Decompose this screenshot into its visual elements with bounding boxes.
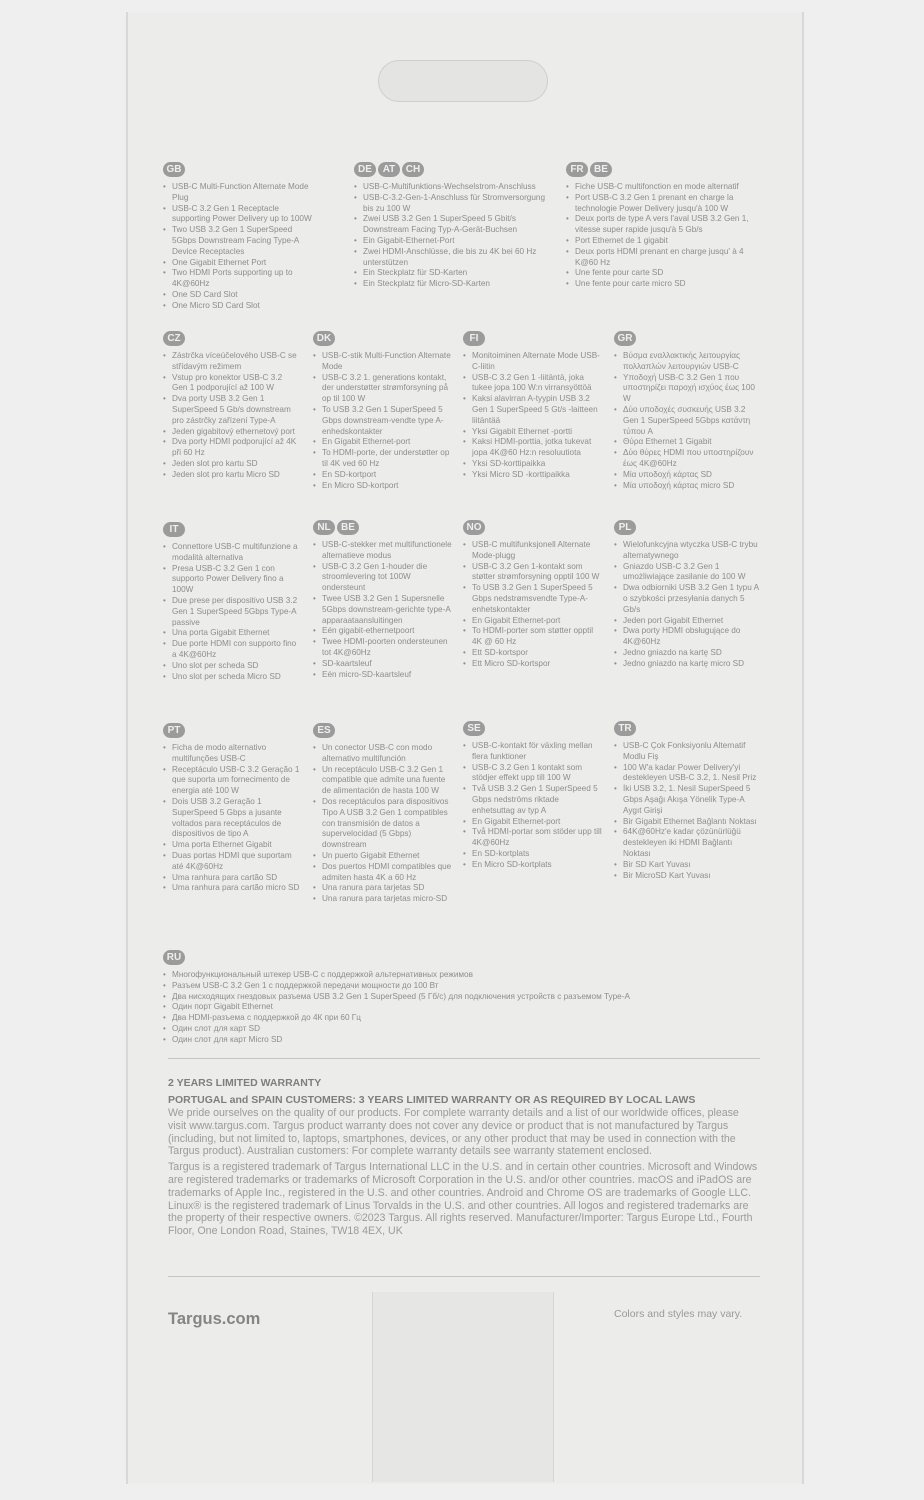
country-badges — [313, 331, 453, 346]
feature-item: • Kaksi HDMI-porttia, jotka tukevat jopa 4K@60 Hz:n resoluutiota — [463, 437, 603, 459]
feature-item: • 100 W'a kadar Power Delivery'yi destekleyen USB-C 3.2, 1. Nesil Priz — [614, 763, 759, 785]
country-code-badge: PL — [614, 520, 636, 535]
feature-item: • USB-C 3.2 Gen 1-kontakt som støtter strømforsyning opptil 100 W — [463, 562, 603, 584]
country-badges — [163, 522, 298, 537]
feature-item: • Two HDMI Ports supporting up to 4K@60Hz — [163, 268, 313, 290]
feature-list — [463, 540, 603, 670]
feature-item: • Ett SD-kortspor — [463, 648, 603, 659]
feature-item: • Βύσμα εναλλακτικής λειτουργίας πολλαπλών λειτουργιών USB-C — [614, 351, 759, 373]
package-flap — [372, 1292, 554, 1482]
feature-item: • Uno slot per scheda Micro SD — [163, 672, 298, 683]
feature-item: • Yksi SD-korttipaikka — [463, 459, 603, 470]
country-code-badge: SE — [463, 721, 485, 736]
feature-item: • İki USB 3.2, 1. Nesil SuperSpeed 5 Gbps Aşağı Akışa Yönelik Type-A Aygıt Girişi — [614, 784, 759, 816]
feature-item: • Un puerto Gigabit Ethernet — [313, 851, 453, 862]
country-badges — [614, 721, 759, 736]
country-code-badge: GB — [163, 162, 185, 177]
feature-item: • Zástrčka víceúčelového USB-C se střídavým režimem — [163, 351, 298, 373]
feature-item: • Uma ranhura para cartão SD — [163, 873, 303, 884]
feature-item: • Connettore USB-C multifunzione a modalità alternativa — [163, 542, 298, 564]
country-code-badge: DE — [354, 162, 376, 177]
feature-item: • Ficha de modo alternativo multifunções USB-C — [163, 743, 303, 765]
colors-note: Colors and styles may vary. — [614, 1308, 743, 1320]
feature-item: • Monitoiminen Alternate Mode USB-C-liitin — [463, 351, 603, 373]
feature-item: • En Micro SD-kortport — [313, 481, 453, 492]
lang-block-ru — [163, 950, 723, 1046]
country-badges — [163, 723, 303, 738]
country-badges — [614, 520, 759, 535]
lang-block-cz — [163, 331, 298, 481]
feature-item: • Ett Micro SD-kortspor — [463, 659, 603, 670]
country-code-badge: RU — [163, 950, 185, 965]
country-code-badge: NL — [313, 520, 335, 535]
country-badges — [463, 331, 603, 346]
country-badges — [163, 162, 313, 177]
feature-item: • Ein Steckplatz für SD-Karten — [354, 268, 554, 279]
feature-item: • Υποδοχή USB-C 3.2 Gen 1 που υποστηρίζει παροχή ισχύος έως 100 W — [614, 373, 759, 405]
feature-item: • Eén micro-SD-kaartsleuf — [313, 670, 453, 681]
country-code-badge: TR — [614, 721, 636, 736]
feature-item: • To HDMI-porter som støtter opptil 4K @ 60 Hz — [463, 626, 603, 648]
feature-item: • Bir Gigabit Ethernet Bağlantı Noktası — [614, 817, 759, 828]
feature-item: • USB-C Çok Fonksiyonlu Alternatif Modlu Fiş — [614, 741, 759, 763]
feature-item: • To USB 3.2 Gen 1 SuperSpeed 5 Gbps downstream-vendte type A-enhedskontakter — [313, 405, 453, 437]
country-code-badge: IT — [163, 522, 185, 537]
feature-list — [566, 182, 756, 290]
feature-item: • USB-C multifunksjonell Alternate Mode-plugg — [463, 540, 603, 562]
country-badges — [463, 520, 603, 535]
feature-item: • Un receptáculo USB-C 3.2 Gen 1 compatible que admite una fuente de alimentación de hasta 100 W — [313, 765, 453, 797]
feature-item: • USB-C 3.2 Gen 1 -liitäntä, joka tukee jopa 100 W:n virransyöttöä — [463, 373, 603, 395]
feature-item: • Jeden gigabitový ethernetový port — [163, 427, 298, 438]
feature-item: • Twee HDMI-poorten ondersteunen tot 4K@60Hz — [313, 637, 453, 659]
feature-item: • Один слот для карт SD — [163, 1024, 723, 1035]
feature-item: • Zwei USB 3.2 Gen 1 SuperSpeed 5 Gbit/s Downstream Facing Typ-A-Gerät-Buchsen — [354, 214, 554, 236]
feature-item: • Two USB 3.2 Gen 1 SuperSpeed 5Gbps Downstream Facing Type-A Device Receptacles — [163, 225, 313, 257]
feature-list — [614, 540, 759, 670]
country-code-badge: CZ — [163, 331, 185, 346]
warranty-heading-pt-es: PORTUGAL and SPAIN CUSTOMERS: 3 YEARS LIMITED WARRANTY OR AS REQUIRED BY LOCAL LAWS — [168, 1094, 696, 1106]
lang-block-it — [163, 522, 298, 682]
lang-block-gb — [163, 162, 313, 312]
feature-item: • Deux ports HDMI prenant en charge jusqu' à 4 K@60 Hz — [566, 247, 756, 269]
feature-list — [614, 741, 759, 881]
feature-item: • Один слот для карт Micro SD — [163, 1035, 723, 1046]
country-code-badge: AT — [378, 162, 400, 177]
feature-list — [163, 970, 723, 1046]
divider-top — [168, 1058, 760, 1059]
feature-item: • Uno slot per scheda SD — [163, 661, 298, 672]
feature-item: • Wielofunkcyjna wtyczka USB-C trybu alternatywnego — [614, 540, 759, 562]
lang-block-gr — [614, 331, 759, 491]
feature-item: • Uma ranhura para cartão micro SD — [163, 883, 303, 894]
feature-item: • USB-C-Multifunktions-Wechselstrom-Anschluss — [354, 182, 554, 193]
feature-item: • Uma porta Ethernet Gigabit — [163, 840, 303, 851]
country-badges — [313, 723, 453, 738]
feature-item: • USB-C-kontakt för växling mellan flera funktioner — [463, 741, 603, 763]
country-badges — [614, 331, 759, 346]
feature-item: • Una ranura para tarjetas SD — [313, 883, 453, 894]
country-code-badge: FR — [566, 162, 588, 177]
feature-item: • Kaksi alavirran A-tyypin USB 3.2 Gen 1 SuperSpeed 5 Gt/s -laitteen liitäntää — [463, 394, 603, 426]
feature-list — [163, 743, 303, 894]
feature-item: • Dva porty HDMI podporující až 4K při 60 Hz — [163, 437, 298, 459]
feature-item: • Presa USB-C 3.2 Gen 1 con supporto Power Delivery fino a 100W — [163, 564, 298, 596]
feature-item: • Ein Steckplatz für Micro-SD-Karten — [354, 279, 554, 290]
lang-block-se — [463, 721, 603, 871]
feature-item: • Jedno gniazdo na kartę micro SD — [614, 659, 759, 670]
feature-item: • Один порт Gigabit Ethernet — [163, 1002, 723, 1013]
feature-item: • Une fente pour carte SD — [566, 268, 756, 279]
feature-item: • 64K@60Hz'e kadar çözünürlüğü destekleyen iki HDMI Bağlantı Noktası — [614, 827, 759, 859]
country-code-badge: GR — [614, 331, 636, 346]
lang-block-fr — [566, 162, 756, 290]
feature-item: • Twee USB 3.2 Gen 1 Supersnelle 5Gbps downstream-gerichte type-A apparaataansluitingen — [313, 594, 453, 626]
feature-list — [163, 182, 313, 312]
feature-item: • Due porte HDMI con supporto fino a 4K@60Hz — [163, 639, 298, 661]
feature-item: • Una ranura para tarjetas micro-SD — [313, 894, 453, 905]
lang-block-de — [354, 162, 554, 290]
feature-list — [313, 743, 453, 905]
lang-block-es — [313, 723, 453, 905]
feature-list — [354, 182, 554, 290]
country-badges — [463, 721, 603, 736]
feature-item: • Δύο θύρες HDMI που υποστηρίζουν έως 4K@60Hz — [614, 448, 759, 470]
hang-hole — [378, 60, 548, 102]
feature-item: • Многофункциональный штекер USB-C с поддержкой альтернативных режимов — [163, 970, 723, 981]
feature-item: • En Gigabit Ethernet-port — [313, 437, 453, 448]
lang-block-no — [463, 520, 603, 670]
feature-item: • Duas portas HDMI que suportam até 4K@60Hz — [163, 851, 303, 873]
divider-bottom — [168, 1276, 760, 1277]
feature-item: • USB-C 3.2 Gen 1 kontakt som stödjer effekt upp till 100 W — [463, 763, 603, 785]
feature-item: • Receptáculo USB-C 3.2 Geração 1 que suporta um fornecimento de energia até 100 W — [163, 765, 303, 797]
feature-item: • Jeden port Gigabit Ethernet — [614, 616, 759, 627]
feature-item: • One Micro SD Card Slot — [163, 301, 313, 312]
feature-item: • Två USB 3.2 Gen 1 SuperSpeed 5 Gbps nedströms riktade enhetsuttag av typ A — [463, 784, 603, 816]
country-code-badge: DK — [313, 331, 335, 346]
feature-item: • Dois USB 3.2 Geração 1 SuperSpeed 5 Gbps a jusante voltados para receptáculos de dispositivos de tipo A — [163, 797, 303, 840]
feature-item: • Bir MicroSD Kart Yuvası — [614, 871, 759, 882]
feature-item: • En SD-kortplats — [463, 849, 603, 860]
feature-item: • USB-C-3.2-Gen-1-Anschluss für Stromversorgung bis zu 100 W — [354, 193, 554, 215]
feature-item: • En Micro SD-kortplats — [463, 860, 603, 871]
feature-item: • En Gigabit Ethernet-port — [463, 616, 603, 627]
feature-list — [163, 351, 298, 481]
feature-item: • En Gigabit Ethernet-port — [463, 817, 603, 828]
feature-item: • Due prese per dispositivo USB 3.2 Gen 1 SuperSpeed 5Gbps Type-A passive — [163, 596, 298, 628]
feature-item: • Zwei HDMI-Anschlüsse, die bis zu 4K bei 60 Hz unterstützen — [354, 247, 554, 269]
country-code-badge: FI — [463, 331, 485, 346]
country-badges — [163, 950, 723, 965]
feature-item: • Два нисходящих гнездовых разъема USB 3.2 Gen 1 SuperSpeed (5 Гб/с) для подключения устройств с разъемом Type-A — [163, 992, 723, 1003]
feature-item: • Port Ethernet de 1 gigabit — [566, 236, 756, 247]
feature-item: • USB-C-stekker met multifunctionele alternatieve modus — [313, 540, 453, 562]
country-badges — [354, 162, 554, 177]
country-code-badge: BE — [590, 162, 612, 177]
country-badges — [163, 331, 298, 346]
feature-list — [313, 540, 453, 680]
lang-block-nl — [313, 520, 453, 680]
feature-list — [163, 542, 298, 682]
feature-item: • One Gigabit Ethernet Port — [163, 258, 313, 269]
website-label: Targus.com — [168, 1310, 261, 1328]
feature-item: • Yksi Micro SD -korttipaikka — [463, 470, 603, 481]
feature-item: • USB-C 3.2 Gen 1 Receptacle supporting Power Delivery up to 100W — [163, 204, 313, 226]
country-badges — [566, 162, 756, 177]
country-code-badge: BE — [337, 520, 359, 535]
trademark-text: Targus is a registered trademark of Targus International LLC in the U.S. and in certain other countries. Microsoft and Windows are registered trademarks or trademarks of Microsoft Corporation in the U.S. and/or other countries. macOS and iPadOS are trademarks of Apple Inc., registered in the U.S. and other countries. Android and Chrome OS are trademarks of Google LLC. Linux® is the registered trademark of Linus Torvalds in the U.S. and other countries. All logos and registered trademarks are the property of their respective owners. ©2023 Targus. All rights reserved. Manufacturer/Importer: Targus Europe Ltd., Fourth Floor, One London Road, Staines, TW18 4EX, UK — [168, 1161, 758, 1238]
country-badges — [313, 520, 453, 535]
feature-item: • En SD-kortport — [313, 470, 453, 481]
feature-item: • Un conector USB-C con modo alternativo multifunción — [313, 743, 453, 765]
country-code-badge: NO — [463, 520, 485, 535]
country-code-badge: ES — [313, 723, 335, 738]
feature-item: • Två HDMI-portar som stöder upp till 4K@60Hz — [463, 827, 603, 849]
feature-item: • Deux ports de type A vers l'aval USB 3.2 Gen 1, vitesse super rapide jusqu'à 5 Gb/s — [566, 214, 756, 236]
feature-list — [313, 351, 453, 491]
lang-block-pt — [163, 723, 303, 894]
feature-item: • USB-C-stik Multi-Function Alternate Mode — [313, 351, 453, 373]
feature-item: • To USB 3.2 Gen 1 SuperSpeed 5 Gbps nedstrømsvendte Type-A-enhetskontakter — [463, 583, 603, 615]
warranty-text: We pride ourselves on the quality of our products. For complete warranty details and a list of our worldwide offices, please visit www.targus.com. Targus product warranty does not cover any device or product that is not manufactured by Targus (including, but not limited to, laptops, smartphones, devices, or any other product that may be used in connection with the Targus product). Australian customers: For complete warranty details see warranty statement enclosed. — [168, 1107, 739, 1158]
feature-item: • Ein Gigabit-Ethernet-Port — [354, 236, 554, 247]
feature-item: • Vstup pro konektor USB-C 3.2 Gen 1 podporující až 100 W — [163, 373, 298, 395]
feature-item: • USB-C 3.2 Gen 1-houder die stroomlevering tot 100W ondersteunt — [313, 562, 453, 594]
feature-item: • Dwa porty HDMI obsługujące do 4K@60Hz — [614, 626, 759, 648]
feature-item: • Μία υποδοχή κάρτας SD — [614, 470, 759, 481]
feature-item: • To HDMI-porte, der understøtter op til 4K ved 60 Hz — [313, 448, 453, 470]
feature-item: • Δύο υποδοχές συσκευής USB 3.2 Gen 1 SuperSpeed 5Gbps κατάντη τύπου A — [614, 405, 759, 437]
feature-item: • Θύρα Ethernet 1 Gigabit — [614, 437, 759, 448]
feature-item: • Jedno gniazdo na kartę SD — [614, 648, 759, 659]
feature-item: • Yksi Gigabit Ethernet -portti — [463, 427, 603, 438]
feature-item: • Два HDMI-разъема с поддержкой до 4К при 60 Гц — [163, 1013, 723, 1024]
feature-item: • Fiche USB-C multifonction en mode alternatif — [566, 182, 756, 193]
warranty-heading: 2 YEARS LIMITED WARRANTY — [168, 1077, 322, 1089]
feature-item: • Μία υποδοχή κάρτας micro SD — [614, 481, 759, 492]
feature-item: • Dos receptáculos para dispositivos Tipo A USB 3.2 Gen 1 compatibles con transmisión de datos a supervelocidad (5 Gbps) downstream — [313, 797, 453, 851]
country-code-badge: PT — [163, 723, 185, 738]
feature-item: • Dos puertos HDMI compatibles que admiten hasta 4K a 60 Hz — [313, 862, 453, 884]
feature-item: • Bir SD Kart Yuvası — [614, 860, 759, 871]
lang-block-tr — [614, 721, 759, 881]
feature-item: • USB-C Multi-Function Alternate Mode Plug — [163, 182, 313, 204]
feature-item: • Une fente pour carte micro SD — [566, 279, 756, 290]
feature-list — [463, 351, 603, 481]
feature-item: • One SD Card Slot — [163, 290, 313, 301]
lang-block-fi — [463, 331, 603, 481]
feature-item: • Jeden slot pro kartu SD — [163, 459, 298, 470]
feature-item: • Dwa odbiorniki USB 3.2 Gen 1 typu A o szybkości przesyłania danych 5 Gb/s — [614, 583, 759, 615]
feature-list — [463, 741, 603, 871]
feature-item: • Eén gigabit-ethernetpoort — [313, 626, 453, 637]
feature-item: • SD-kaartsleuf — [313, 659, 453, 670]
lang-block-pl — [614, 520, 759, 670]
country-code-badge: CH — [402, 162, 424, 177]
feature-item: • Разъем USB-C 3.2 Gen 1 с поддержкой передачи мощности до 100 Вт — [163, 981, 723, 992]
feature-item: • Gniazdo USB-C 3.2 Gen 1 umożliwiające zasilanie do 100 W — [614, 562, 759, 584]
feature-item: • Dva porty USB 3.2 Gen 1 SuperSpeed 5 Gb/s downstream pro zástrčky zařízení Type-A — [163, 394, 298, 426]
feature-item: • USB-C 3.2 1. generations kontakt, der understøtter strømforsyning på op til 100 W — [313, 373, 453, 405]
lang-block-dk — [313, 331, 453, 491]
warranty-section — [168, 1076, 758, 1241]
feature-item: • Una porta Gigabit Ethernet — [163, 628, 298, 639]
feature-list — [614, 351, 759, 491]
feature-item: • Jeden slot pro kartu Micro SD — [163, 470, 298, 481]
feature-item: • Port USB-C 3.2 Gen 1 prenant en charge la technologie Power Delivery jusqu'à 100 W — [566, 193, 756, 215]
